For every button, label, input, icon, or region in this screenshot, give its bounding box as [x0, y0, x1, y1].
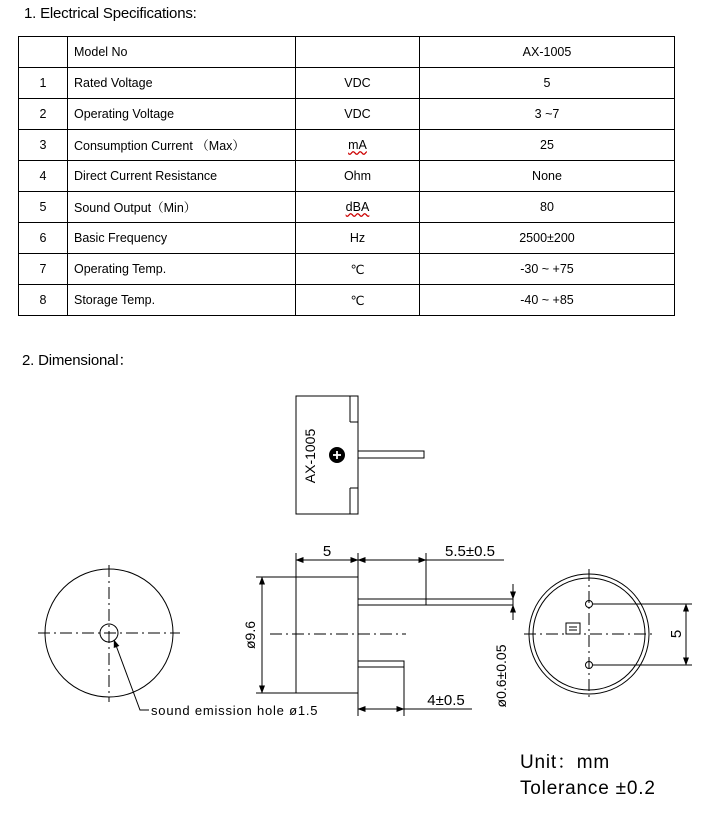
row-value: -30 ~ +75: [420, 254, 675, 285]
row-no: 2: [19, 99, 68, 130]
row-unit: ℃: [296, 285, 420, 316]
hole-leader-line: [114, 640, 149, 710]
row-unit-text: dBA: [345, 200, 370, 214]
row-value: 3 ~7: [420, 99, 675, 130]
body-length-label: 5: [322, 543, 332, 560]
tolerance-label: Tolerance ±0.2: [520, 778, 656, 799]
side-view-body: [296, 577, 358, 693]
unit-label: Unit：mm: [520, 752, 611, 773]
row-unit: Ohm: [296, 161, 420, 192]
row-unit: Hz: [296, 223, 420, 254]
row-item: Direct Current Resistance: [68, 161, 296, 192]
short-lead-label: 4±0.5: [427, 692, 465, 709]
long-lead: [358, 599, 426, 605]
row-no: 3: [19, 130, 68, 161]
row-unit: VDC: [296, 99, 420, 130]
row-value: -40 ~ +85: [420, 285, 675, 316]
hole-label: sound emission hole ø1.5: [151, 703, 319, 718]
row-item: Sound Output（Min）: [68, 192, 296, 223]
lead-diameter-label: ø0.6±0.05: [493, 644, 509, 708]
row-unit: VDC: [296, 68, 420, 99]
row-no: 8: [19, 285, 68, 316]
back-view: [524, 569, 692, 700]
header-item-cell: Model No: [68, 37, 296, 68]
top-view-lead: [358, 451, 424, 458]
long-lead-extension: [426, 599, 513, 605]
header-value-cell: AX-1005: [420, 37, 675, 68]
row-no: 5: [19, 192, 68, 223]
part-label: AX-1005: [302, 428, 318, 484]
row-unit: ℃: [296, 254, 420, 285]
row-item: Consumption Current （Max）: [68, 130, 296, 161]
side-view: [256, 553, 513, 716]
row-value: None: [420, 161, 675, 192]
row-value: 80: [420, 192, 675, 223]
row-item: Operating Temp.: [68, 254, 296, 285]
row-item: Basic Frequency: [68, 223, 296, 254]
electrical-specifications-heading: 1. Electrical Specifications:: [24, 5, 197, 22]
front-view: [38, 565, 180, 710]
row-item: Storage Temp.: [68, 285, 296, 316]
row-unit-text: mA: [348, 138, 367, 152]
row-item: Rated Voltage: [68, 68, 296, 99]
polarity-marker: [566, 623, 580, 634]
row-no: 6: [19, 223, 68, 254]
diameter-label: ø9.6: [242, 620, 258, 650]
row-value: 25: [420, 130, 675, 161]
pin-spacing-label: 5: [668, 629, 685, 639]
row-item: Operating Voltage: [68, 99, 296, 130]
row-no: 1: [19, 68, 68, 99]
dimensional-heading: 2. Dimensional：: [22, 352, 134, 369]
row-no: 7: [19, 254, 68, 285]
row-value: 2500±200: [420, 223, 675, 254]
short-lead: [358, 661, 404, 667]
lead-length-label: 5.5±0.5: [445, 543, 495, 560]
row-value: 5: [420, 68, 675, 99]
row-no: 4: [19, 161, 68, 192]
